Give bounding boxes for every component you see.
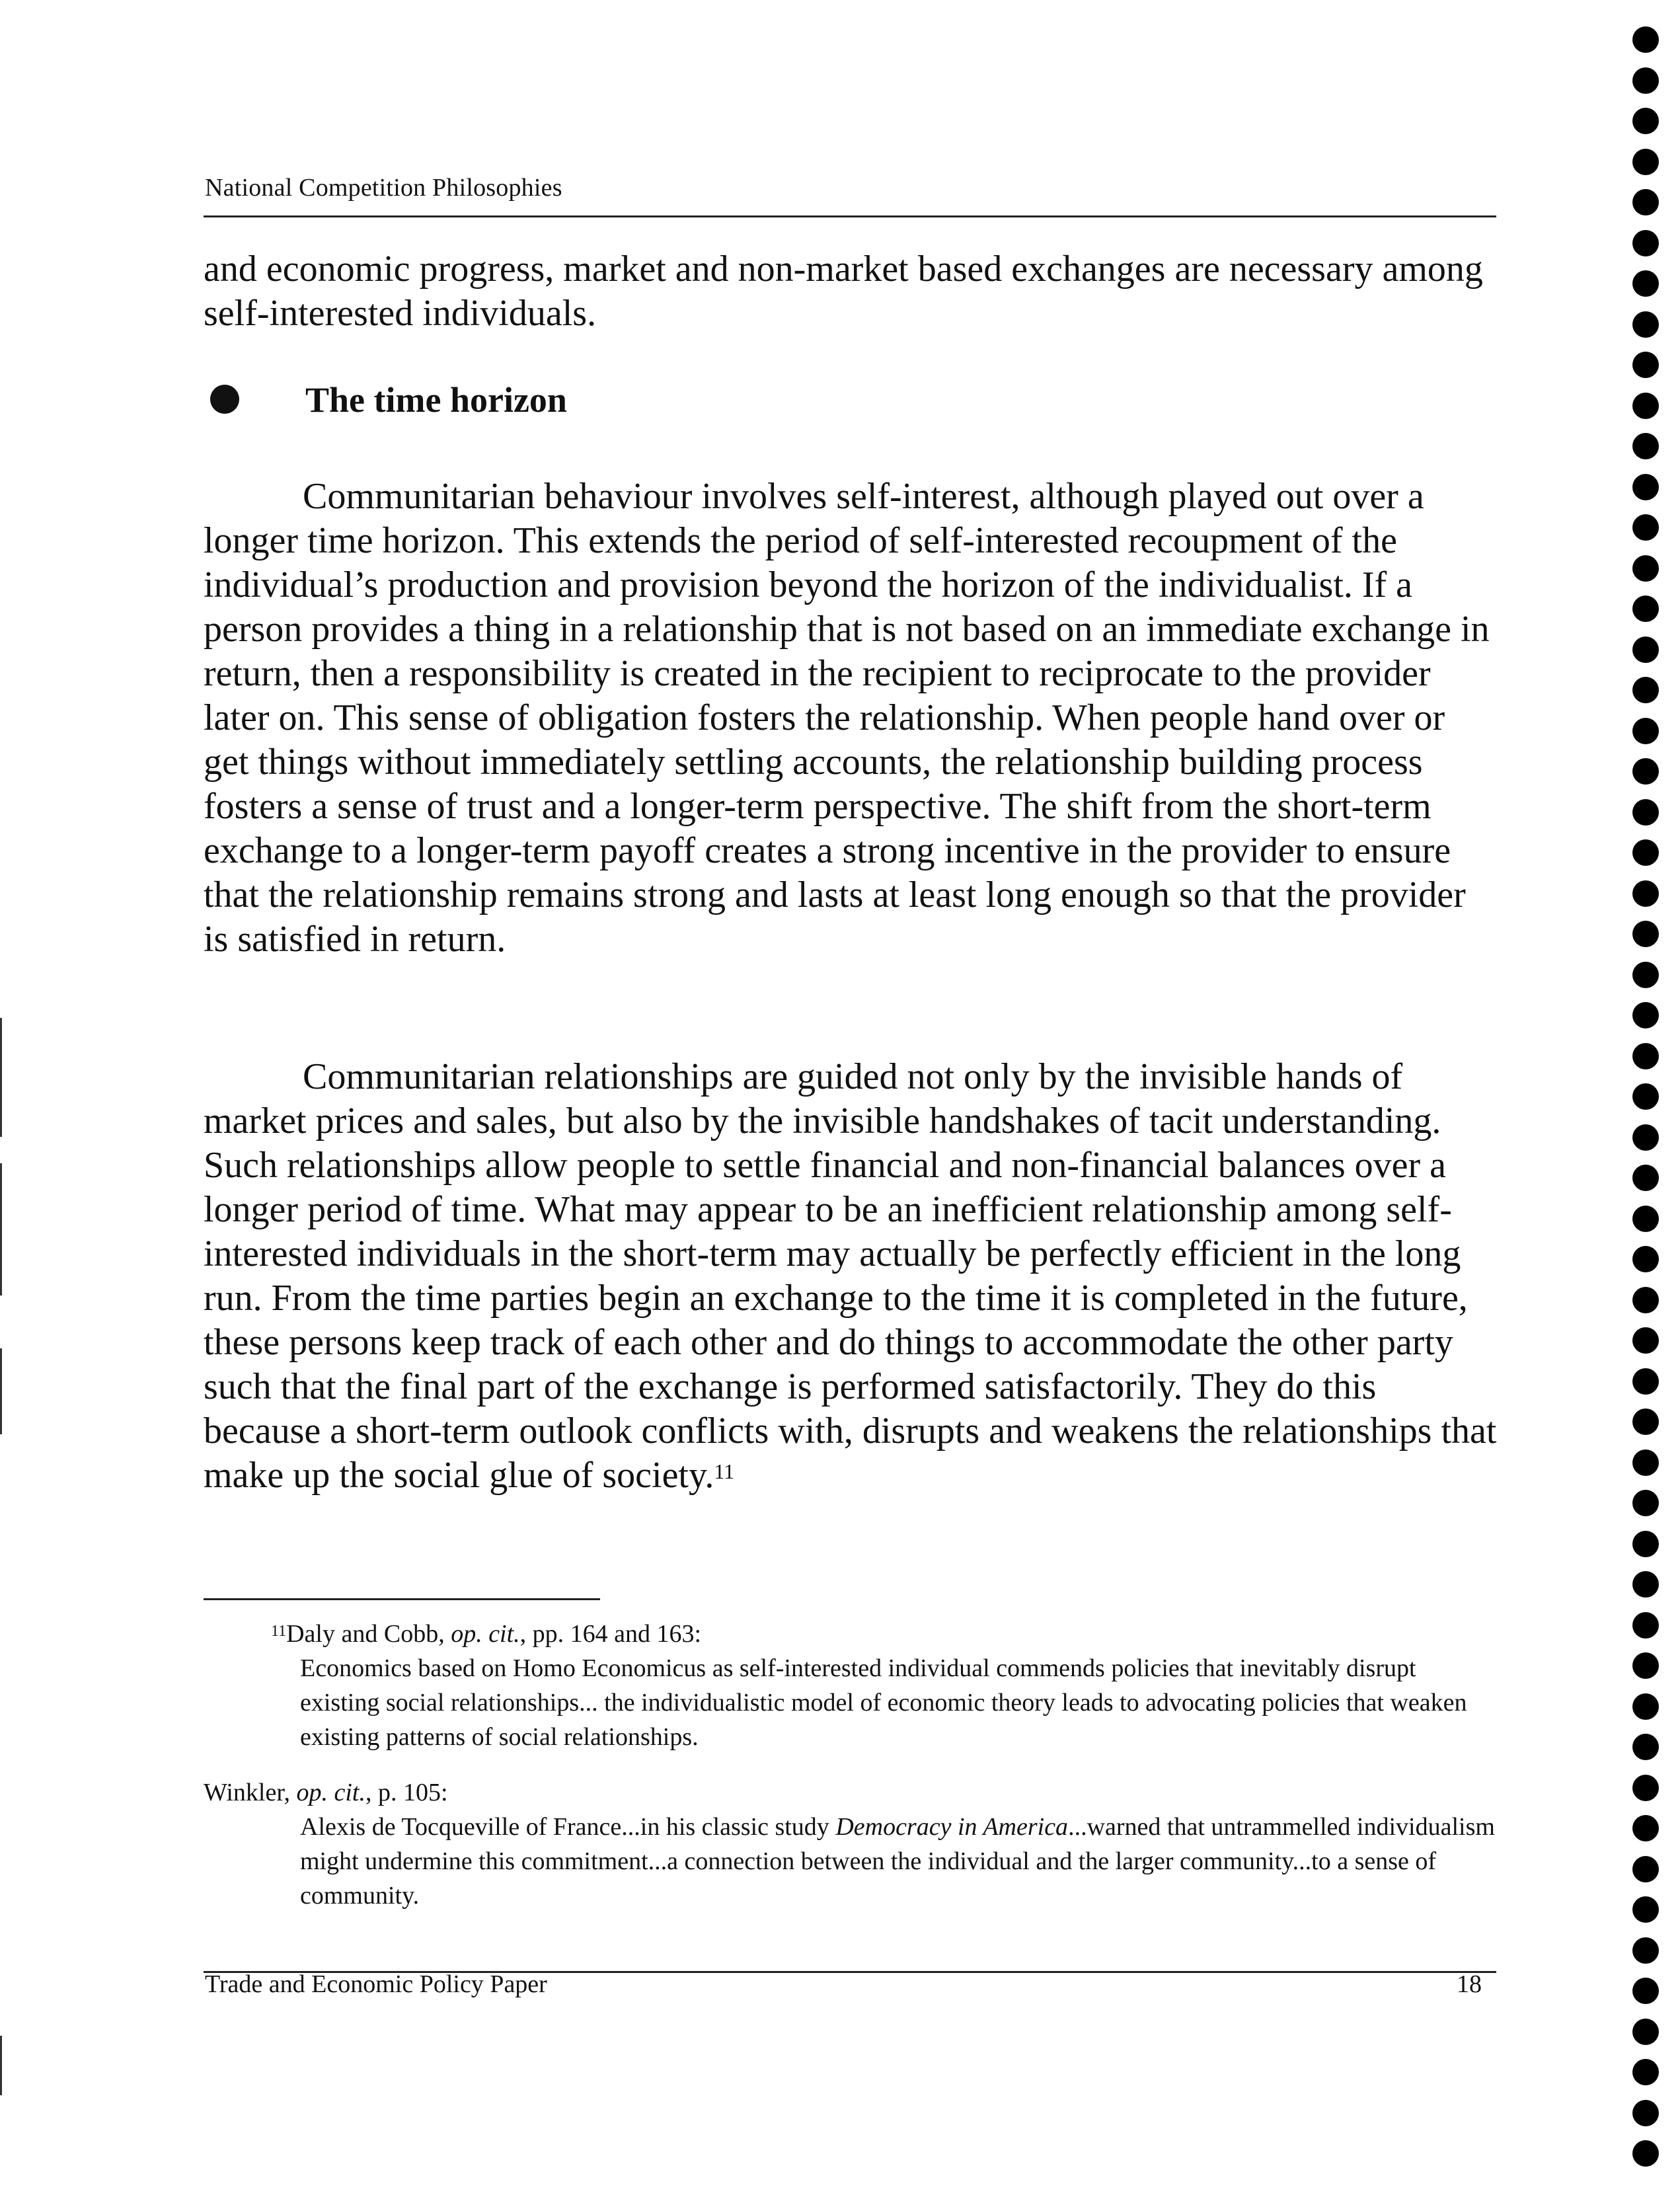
- footnote-reference: 11: [714, 1459, 735, 1483]
- binding-hole: [1632, 352, 1659, 378]
- binding-hole: [1632, 1937, 1659, 1964]
- footnote-2-quote: [300, 1810, 1496, 1913]
- continuation-paragraph: and economic progress, market and non-market based exchanges are necessary among self-interested individuals.: [204, 249, 1483, 334]
- footnote-2-book-title: Democracy in America: [835, 1813, 1069, 1841]
- binding-hole: [1632, 26, 1659, 53]
- binding-hole: [1632, 108, 1659, 134]
- binding-hole: [1632, 880, 1659, 907]
- binding-hole: [1632, 474, 1659, 500]
- footnote-1-marker: 11: [271, 1623, 287, 1640]
- binding-hole: [1632, 1368, 1659, 1395]
- header-rule: [204, 215, 1496, 217]
- binding-hole: [1632, 2019, 1659, 2045]
- footnote-1-author: Daly and Cobb,: [286, 1620, 451, 1648]
- binding-hole: [1632, 2140, 1659, 2167]
- footnote-2-pages: , p. 105:: [365, 1779, 448, 1806]
- binding-hole: [1632, 1449, 1659, 1476]
- scan-edge-mark: [0, 1018, 2, 1137]
- binding-hole: [1632, 718, 1659, 744]
- binding-hole: [1632, 1571, 1659, 1598]
- footnote-rule: [204, 1598, 600, 1600]
- binding-hole: [1632, 1531, 1659, 1557]
- scan-edge-mark: [0, 1348, 2, 1434]
- binding-hole: [1632, 393, 1659, 419]
- binding-hole: [1632, 433, 1659, 459]
- binding-hole: [1632, 677, 1659, 703]
- footnote-1-quote: Economics based on Homo Economicus as self-interested individual commends policies that inevitably disrupt existing social relationships... the individualistic model of economic theory leads to advocating policies that weaken existing patterns of social relationships.: [300, 1654, 1467, 1751]
- binding-hole: [1632, 799, 1659, 826]
- binding-hole: [1632, 839, 1659, 866]
- scan-edge-mark: [0, 1163, 2, 1295]
- footnote-2-quote-before: Alexis de Tocqueville of France...in his classic study: [300, 1813, 836, 1841]
- binding-hole: [1632, 962, 1659, 988]
- binding-hole: [1632, 1612, 1659, 1639]
- binding-hole: [1632, 921, 1659, 947]
- footnote-2-author: Winkler,: [204, 1779, 297, 1806]
- footnote-1-opcit: op. cit.: [451, 1620, 520, 1648]
- paragraph-1-text: Communitarian behaviour involves self-interest, although played out over a longer time horizon. This extends the period of self-interested recoupment of the individual’s production and provision beyond the horizon of the individualist. If a person provides a thing in a relationship that is not based on an immediate exchange in return, then a responsibility is created in the recipient to reciprocate to the provider later on. This sense of obligation fosters the relationship. When people hand over or get things without immediately settling accounts, the relationship building process fosters a sense of trust and a longer-term perspective. The shift from the short-term exchange to a longer-term payoff creates a strong incentive in the provider to ensure that the relationship remains strong and lasts at least long enough so that the provider is satisfied in return.: [204, 476, 1490, 960]
- binding-hole: [1632, 189, 1659, 215]
- binding-hole: [1632, 67, 1659, 94]
- binding-holes: [1632, 26, 1672, 2194]
- footnote-1-citation: [271, 1617, 701, 1651]
- binding-hole: [1632, 1815, 1659, 1841]
- footnote-1-pages: , pp. 164 and 163:: [519, 1620, 702, 1648]
- binding-hole: [1632, 637, 1659, 663]
- binding-hole: [1632, 311, 1659, 338]
- bullet-icon: [210, 385, 239, 414]
- page-number: 18: [1457, 1970, 1482, 1998]
- binding-hole: [1632, 1652, 1659, 1679]
- binding-hole: [1632, 1206, 1659, 1232]
- binding-hole: [1632, 1043, 1659, 1069]
- paragraph-1: [204, 475, 1499, 962]
- binding-hole: [1632, 1409, 1659, 1435]
- binding-hole: [1632, 2100, 1659, 2126]
- running-footer: Trade and Economic Policy Paper: [205, 1970, 547, 1998]
- binding-hole: [1632, 758, 1659, 785]
- binding-hole: [1632, 1978, 1659, 2004]
- binding-hole: [1632, 270, 1659, 297]
- paragraph-2-text: Communitarian relationships are guided not only by the invisible hands of market prices and sales, but also by the invisible handshakes of tacit understanding. Such relationships allow people to settle financial and non-financial balances over a longer period of time. What may appear to be an inefficient relationship among self-interested individuals in the short-term may actually be perfectly efficient in the long run. From the time parties begin an exchange to the time it is completed in the future, these persons keep track of each other and do things to accommodate the other party such that the final part of the exchange is performed satisfactorily. They do this because a short-term outlook conflicts with, disrupts and weakens the relationships that make up the social glue of society.: [204, 1056, 1497, 1496]
- binding-hole: [1632, 1083, 1659, 1110]
- binding-hole: [1632, 1490, 1659, 1516]
- binding-hole: [1632, 2059, 1659, 2085]
- binding-hole: [1632, 596, 1659, 622]
- binding-hole: [1632, 1246, 1659, 1272]
- binding-hole: [1632, 1734, 1659, 1760]
- binding-hole: [1632, 149, 1659, 175]
- binding-hole: [1632, 514, 1659, 541]
- footnote-2-citation: [204, 1775, 448, 1810]
- binding-hole: [1632, 1165, 1659, 1191]
- paragraph-2: [204, 1055, 1499, 1498]
- footnote-2-quote-after: ...warned that untrammelled individualism might undermine this commitment...a connection between the individual and the larger community...to a sense of community.: [300, 1813, 1495, 1910]
- binding-hole: [1632, 1856, 1659, 1882]
- binding-hole: [1632, 230, 1659, 256]
- binding-hole: [1632, 1327, 1659, 1354]
- binding-hole: [1632, 1002, 1659, 1028]
- binding-hole: [1632, 555, 1659, 582]
- binding-hole: [1632, 1896, 1659, 1923]
- section-heading: The time horizon: [305, 380, 567, 420]
- running-header: National Competition Philosophies: [205, 174, 562, 202]
- binding-hole: [1632, 1287, 1659, 1313]
- footnote-2-opcit: op. cit.: [296, 1779, 365, 1806]
- binding-hole: [1632, 1693, 1659, 1720]
- binding-hole: [1632, 1124, 1659, 1151]
- binding-hole: [1632, 1775, 1659, 1801]
- scan-edge-mark: [0, 2036, 2, 2095]
